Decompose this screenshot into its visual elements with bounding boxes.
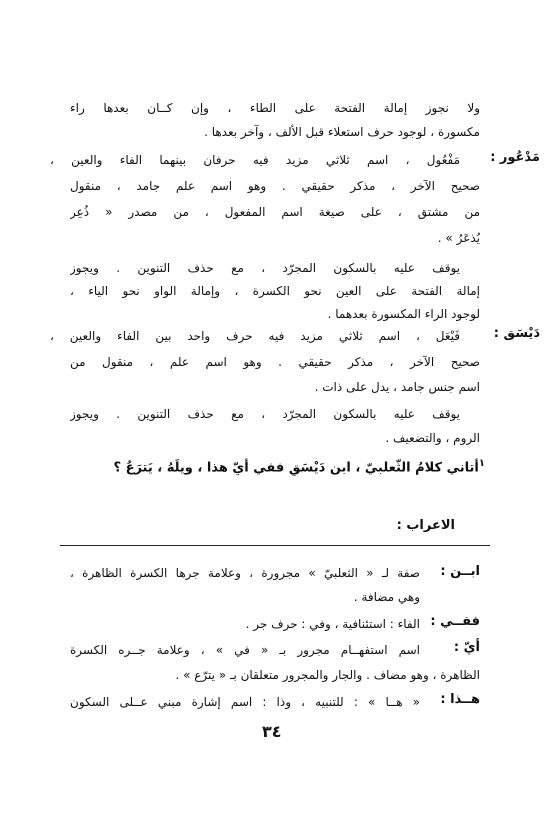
entry-note: الروم ، والتضعيف . [385, 431, 480, 445]
irab-line: وهي مضافة . [353, 590, 420, 604]
irab-word: أيّ : [453, 640, 480, 655]
entry-note: لوجود الراء المكسورة بعدهما . [327, 307, 480, 321]
irab-line: اسم استفهــام مجرور بـ « في » ، وعلامة جــره الكسرة [70, 643, 420, 657]
page-number: ٣٤ [262, 722, 282, 741]
entry-line: من مشتق ، على صيغة اسم المفعول ، من مصدر « ذُعِر [70, 205, 480, 219]
entry-line: اسم جنس جامد ، يدل على ذات . [314, 380, 480, 394]
intro-line: مكسورة ، لوجود حرف استعلاء قبل الألف ، وآخر بعدها . [204, 125, 480, 139]
entry-line: يُذعَرُ » . [437, 231, 480, 245]
intro-line: ولا نجوز إمالة الفتحة على الطاء ، وإن كــان بعدها راء [70, 101, 480, 115]
irab-heading: الاعراب : [396, 518, 455, 533]
entry-line: صحيح الآخر ، مذكر حقيقي . وهو اسم علم جامد ، منقول [70, 179, 480, 193]
entry-note: يوقف عليه بالسكون المجرّد ، مع حذف التنوين . ويجوز [70, 261, 460, 275]
entry-line: فَيْعَل ، اسم ثلاثي مزيد فيه حرف واحد بين الفاء والعين ، [50, 329, 460, 343]
entry-note: يوقف عليه بالسكون المجرّد ، مع حذف التنوين . ويجوز [70, 407, 460, 421]
entry-term: دَيْسَق : [493, 326, 540, 341]
irab-line: صفة لـ « الثعلبيّ » مجرورة ، وعلامة جرها الكسرة الظاهرة ، [70, 566, 420, 580]
entry-note: إمالة الفتحة على العين نحو الكسرة ، وإمالة الواو نحو الياء ، [70, 284, 480, 298]
entry-line: مَفْعُول ، اسم ثلاثي مزيد فيه حرفان بينهما الفاء والعين ، [50, 153, 460, 167]
verse-number: ١ [478, 458, 485, 469]
irab-word: هــذا : [440, 692, 480, 707]
irab-line: الظاهرة ، وهو مضاف . والجار والمجرور متعلقان بـ « يترّع » . [175, 668, 480, 682]
irab-word: ففــي : [430, 614, 480, 629]
irab-line: « هــا » : للتنبيه ، وذا : اسم إشارة مبني عــلى السكون [70, 695, 420, 709]
irab-line: الفاء : استئنافية ، وفي : حرف جر . [245, 617, 420, 631]
divider [60, 545, 490, 546]
entry-line: صحيح الآخر ، مذكر حقيقي . وهو اسم علم ، منقول من [70, 355, 480, 369]
verse-line [45, 456, 485, 476]
entry-term: مَدْعُور : [490, 150, 540, 165]
verse-text: أتاني كلامُ الثّعلبيّ ، ابن دَيْسَقٍ ففي أيّ هذا ، ويلَهُ ، يَترَعُ ؟ [113, 460, 479, 476]
irab-word: ابــن : [440, 564, 480, 579]
